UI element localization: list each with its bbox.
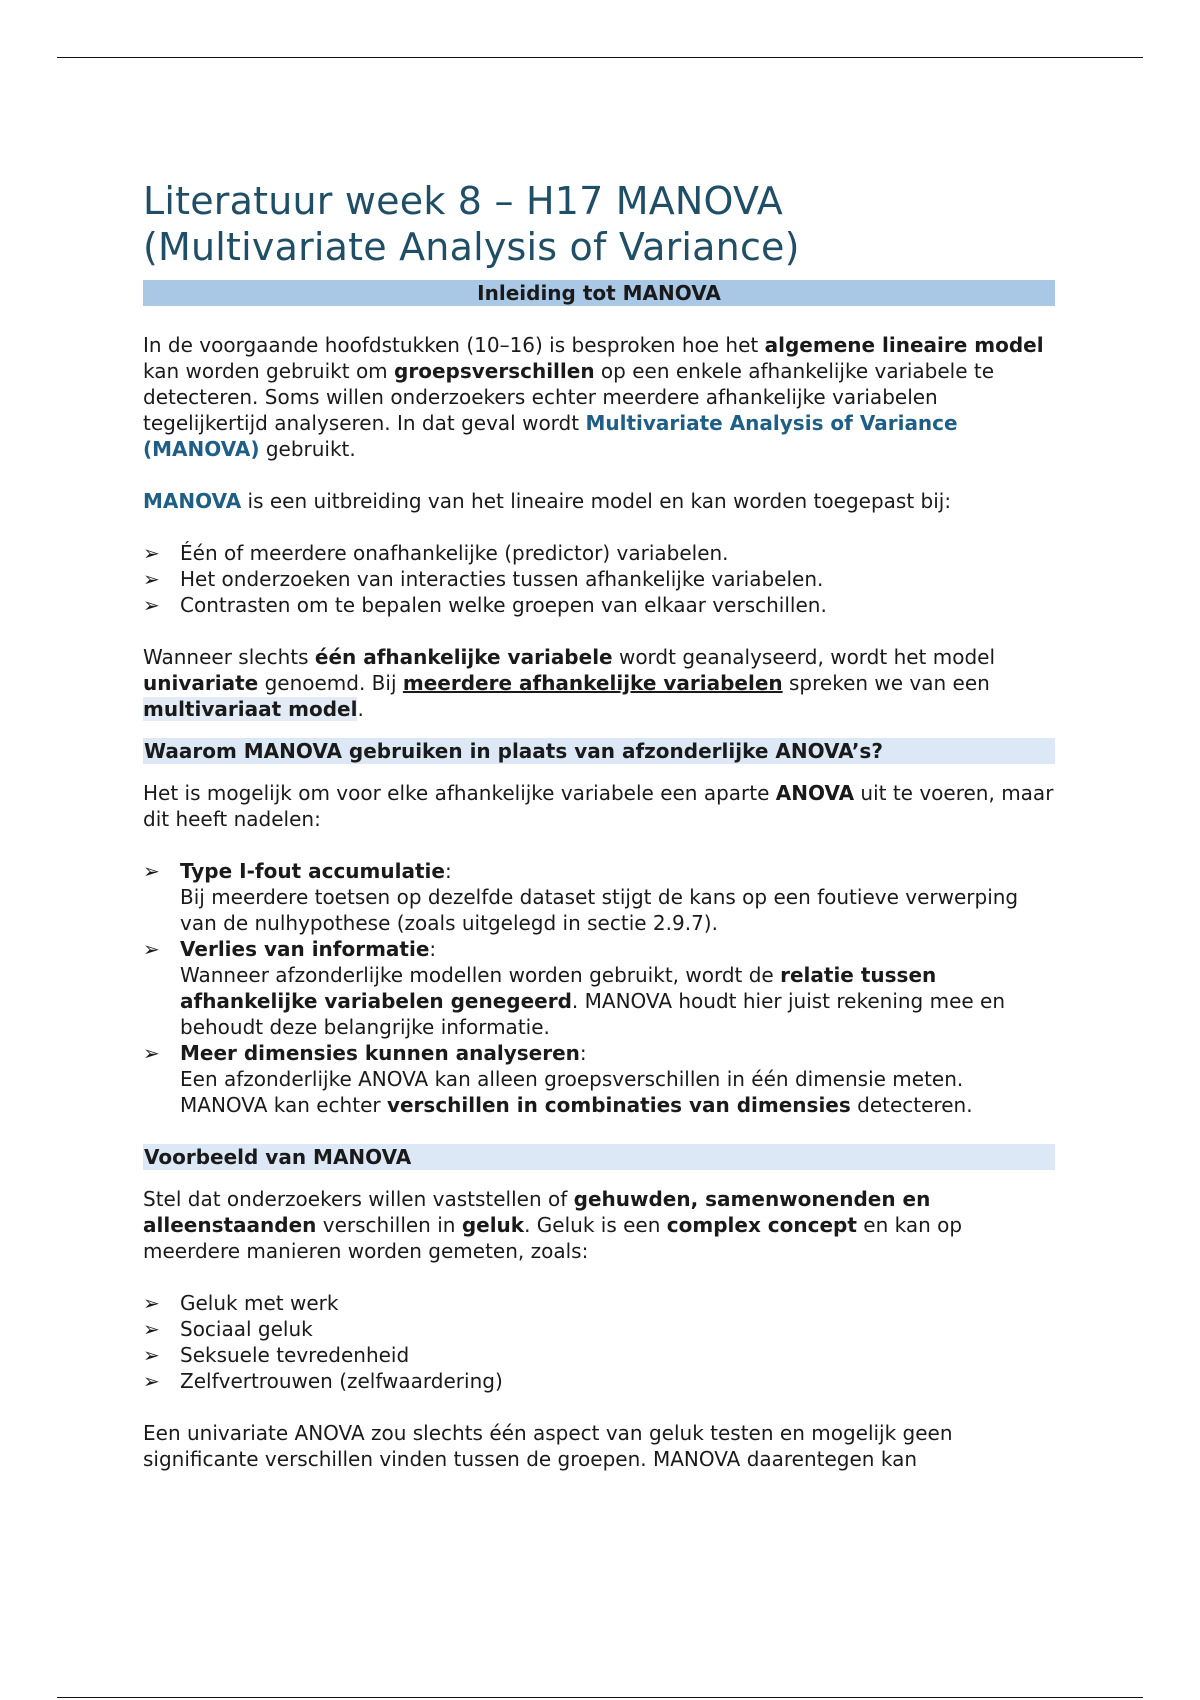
application-list [143,540,1055,618]
list-item: ➢ Het onderzoeken van interacties tussen afhankelijke variabelen. [143,567,824,591]
section-banner-inleiding: Inleiding tot MANOVA [143,280,1055,306]
manova-definition: MANOVA is een uitbreiding van het lineaire model en kan worden toegepast bij: [143,489,952,513]
footer-rule [57,1697,1143,1698]
intro-paragraph: In de voorgaande hoofdstukken (10–16) is besproken hoe het algemene lineaire model kan worden gebruikt om groepsverschillen op een enkele afhankelijke variabele te detecteren. Soms willen onderzoekers echter meerdere afhankelijke variabelen tegelijkertijd analyseren. In dat geval wordt Multivariate Analysis of Variance (MANOVA) gebruikt. [143,333,1044,461]
list-item: ➢ Één of meerdere onafhankelijke (predictor) variabelen. [143,541,729,565]
arrow-bullet-icon: ➢ [143,541,160,565]
page-title: Literatuur week 8 – H17 MANOVA (Multivariate Analysis of Variance) [143,179,800,269]
section-heading-waarom: Waarom MANOVA gebruiken in plaats van afzonderlijke ANOVA’s? [143,738,1055,764]
arrow-bullet-icon: ➢ [143,859,160,883]
arrow-bullet-icon: ➢ [143,937,160,961]
list-item: ➢ Zelfvertrouwen (zelfwaardering) [143,1369,503,1393]
arrow-bullet-icon: ➢ [143,1041,160,1065]
list-item: ➢ Contrasten om te bepalen welke groepen van elkaar verschillen. [143,593,827,617]
arrow-bullet-icon: ➢ [143,593,160,617]
arrow-bullet-icon: ➢ [143,567,160,591]
list-item: ➢ Verlies van informatie: Wanneer afzonderlijke modellen worden gebruikt, wordt de relatie tussen afhankelijke variabelen genegeerd. MANOVA houdt hier juist rekening mee en behoudt deze belangrijke informatie. [143,937,1006,1039]
happiness-list [143,1290,1055,1394]
arrow-bullet-icon: ➢ [143,1343,160,1367]
arrow-bullet-icon: ➢ [143,1317,160,1341]
arrow-bullet-icon: ➢ [143,1291,160,1315]
list-item: ➢ Sociaal geluk [143,1317,313,1341]
voorbeeld-paragraph: Stel dat onderzoekers willen vaststellen of gehuwden, samenwonenden en alleenstaanden verschillen in geluk. Geluk is een complex concept en kan op meerdere manieren worden gemeten, zoals: [143,1187,963,1263]
list-item: ➢ Type I-fout accumulatie: Bij meerdere toetsen op dezelfde dataset stijgt de kans op een foutieve verwerping van de nulhypothese (zoals uitgelegd in sectie 2.9.7). [143,859,1019,935]
waarom-intro: Het is mogelijk om voor elke afhankelijke variabele een aparte ANOVA uit te voeren, maar dit heeft nadelen: [143,781,1054,831]
section-heading-voorbeeld: Voorbeeld van MANOVA [143,1144,1055,1170]
closing-paragraph: Een univariate ANOVA zou slechts één aspect van geluk testen en mogelijk geen significante verschillen vinden tussen de groepen. MANOVA daarentegen kan [143,1421,953,1471]
list-item: ➢ Geluk met werk [143,1291,339,1315]
list-item: ➢ Meer dimensies kunnen analyseren: Een afzonderlijke ANOVA kan alleen groepsverschillen in één dimensie meten. MANOVA kan echter verschillen in combinaties van dimensies detecteren. [143,1041,973,1117]
document-body [143,178,1055,1472]
disadvantages-list [143,858,1055,1118]
arrow-bullet-icon: ➢ [143,1369,160,1393]
list-item: ➢ Seksuele tevredenheid [143,1343,410,1367]
header-rule [57,57,1143,58]
univariate-paragraph: Wanneer slechts één afhankelijke variabele wordt geanalyseerd, wordt het model univariate genoemd. Bij meerdere afhankelijke variabelen spreken we van een multivariaat model. [143,645,996,721]
